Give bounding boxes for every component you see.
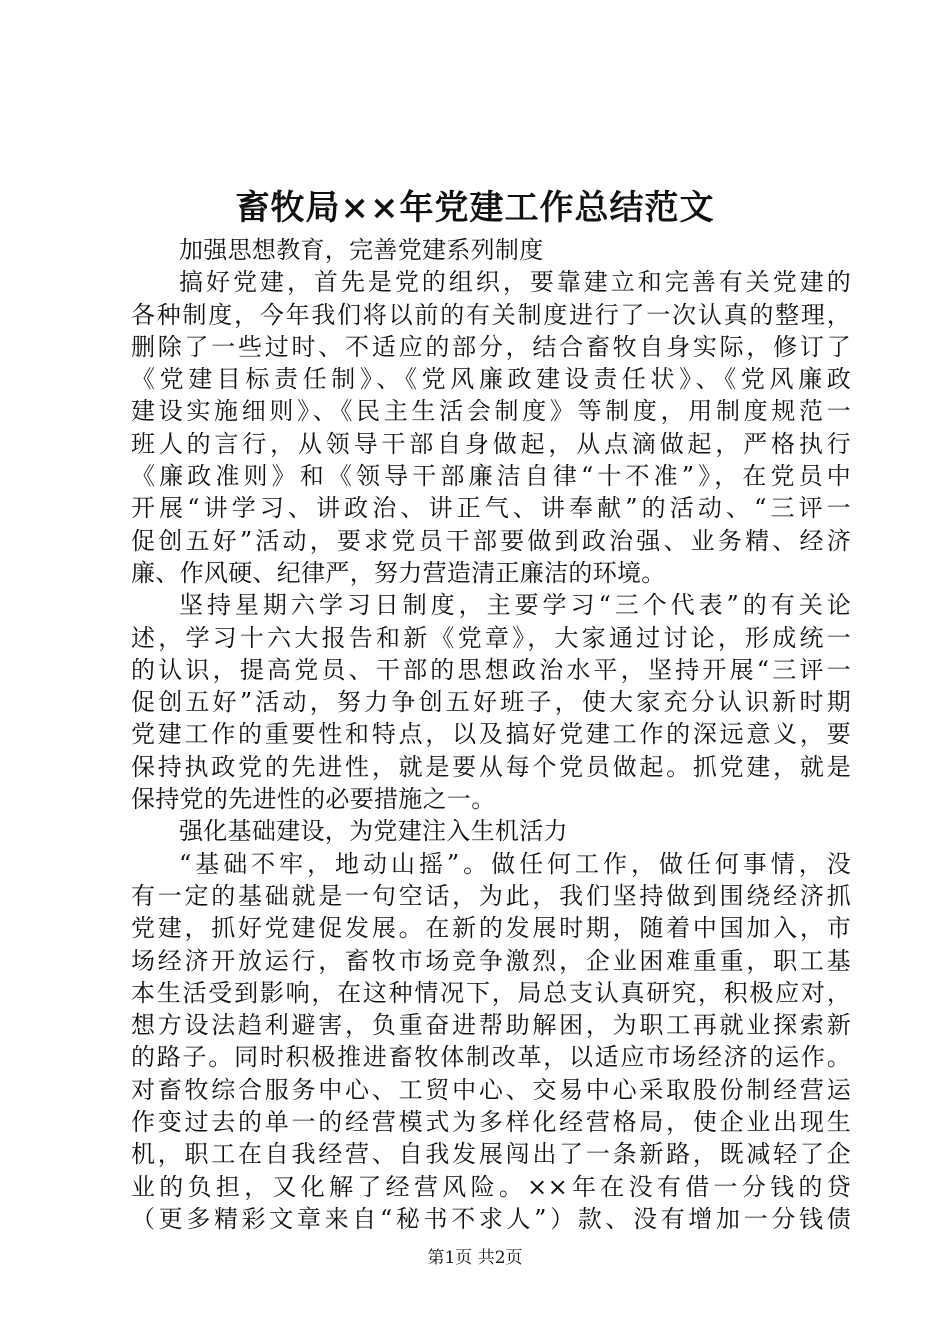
paragraph-line: 开展“讲学习、讲政治、讲正气、讲奉献”的活动、“三评一 — [131, 494, 851, 523]
paragraph-line: 保持党的先进性的必要措施之一。 — [131, 785, 496, 814]
document-body — [131, 234, 851, 1235]
paragraph-line: 对畜牧综合服务中心、工贸中心、交易中心采取股份制经营运 — [131, 1075, 851, 1104]
paragraph-line: 述，学习十六大报告和新《党章》，大家通过讨论，形成统一 — [131, 623, 851, 652]
paragraph-line: 本生活受到影响，在这种情况下，局总支认真研究，积极应对， — [131, 978, 851, 1007]
paragraph-line: 促创五好”活动，要求党员干部要做到政治强、业务精、经济 — [131, 526, 851, 555]
paragraph-line: 保持执政党的先进性，就是要从每个党员做起。抓党建，就是 — [131, 752, 851, 781]
paragraph-line: 建设实施细则》、《民主生活会制度》等制度，用制度规范一 — [131, 397, 851, 426]
paragraph-line: 党建工作的重要性和特点，以及搞好党建工作的深远意义，要 — [131, 720, 851, 749]
document-title: 畜牧局××年党建工作总结范文 — [235, 188, 715, 228]
paragraph-line: 场经济开放运行，畜牧市场竞争激烈，企业困难重重，职工基 — [131, 946, 851, 975]
paragraph-line: 《党建目标责任制》、《党风廉政建设责任状》、《党风廉政 — [131, 365, 851, 394]
paragraph-line: 的路子。同时积极推进畜牧体制改革，以适应市场经济的运作。 — [131, 1043, 851, 1072]
paragraph-line: 各种制度，今年我们将以前的有关制度进行了一次认真的整理， — [131, 300, 851, 329]
paragraph-line: 想方设法趋利避害，负重奋进帮助解困，为职工再就业探索新 — [131, 1011, 851, 1040]
paragraph-line: 的认识，提高党员、干部的思想政治水平，坚持开展“三评一 — [131, 655, 851, 684]
paragraph-line: 坚持星期六学习日制度，主要学习“三个代表”的有关论 — [179, 591, 851, 620]
page-number: 第1页 共2页 — [427, 1248, 523, 1268]
paragraph-line: 班人的言行，从领导干部自身做起，从点滴做起，严格执行 — [131, 429, 851, 458]
paragraph-line: 有一定的基础就是一句空话，为此，我们坚持做到围绕经济抓 — [131, 881, 851, 910]
paragraph-line: 党建，抓好党建促发展。在新的发展时期，随着中国加入，市 — [131, 914, 851, 943]
section-heading: 强化基础建设，为党建注入生机活力 — [179, 817, 568, 846]
paragraph-line: “基础不牢，地动山摇”。做任何工作，做任何事情，没 — [179, 849, 851, 878]
section-heading: 加强思想教育，完善党建系列制度 — [179, 236, 544, 264]
paragraph-line: 删除了一些过时、不适应的部分，结合畜牧自身实际，修订了 — [131, 332, 851, 361]
paragraph-line: 作变过去的单一的经营模式为多样化经营格局，使企业出现生 — [131, 1108, 851, 1137]
paragraph-line: 搞好党建，首先是党的组织，要靠建立和完善有关党建的 — [179, 268, 851, 297]
paragraph-line: 业的负担，又化解了经营风险。××年在没有借一分钱的贷 — [131, 1172, 851, 1201]
paragraph-line: （更多精彩文章来自“秘书不求人”）款、没有增加一分钱债 — [131, 1204, 851, 1233]
paragraph-line: 促创五好”活动，努力争创五好班子，使大家充分认识新时期 — [131, 688, 851, 717]
paragraph-line: 机，职工在自我经营、自我发展闯出了一条新路，既减轻了企 — [131, 1140, 851, 1169]
paragraph-line: 《廉政准则》和《领导干部廉洁自律“十不准”》，在党员中 — [131, 462, 851, 491]
paragraph-line: 廉、作风硬、纪律严，努力营造清正廉洁的环境。 — [131, 558, 666, 587]
